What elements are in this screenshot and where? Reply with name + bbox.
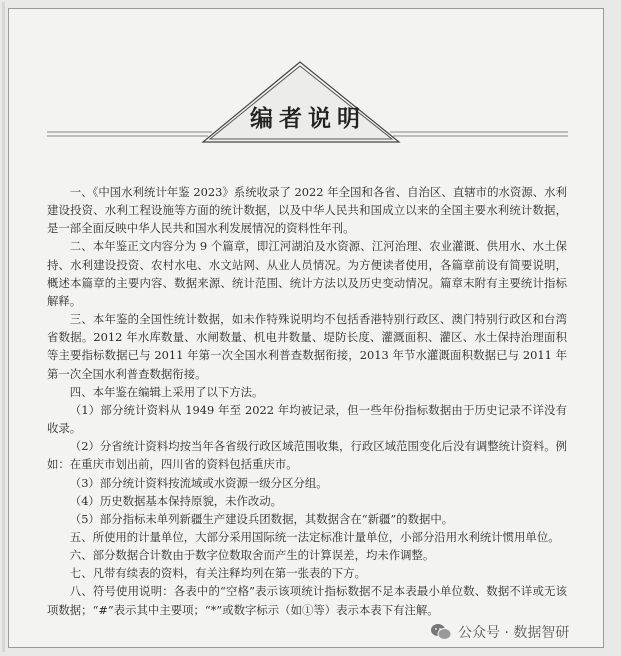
paragraph-5: 五、所使用的计量单位，大部分采用国际统一法定标准计量单位，小部分沿用水利统计惯用单位。	[69, 529, 560, 544]
page-title: 编者说明	[250, 105, 366, 132]
paragraph-4-1: （1）部分统计资料从 1949 年至 2022 年均被记录，但一些年份指标数据由于历史记录不详没有收录。	[47, 402, 567, 436]
wechat-icon	[430, 623, 452, 641]
paragraph-3: 三、本年鉴的全国性统计数据，如未作特殊说明均不包括香港特别行政区、澳门特别行政区和台湾省数据。2012 年水库数量、水闸数量、机电井数量、堤防长度、灌溉面积、灌区、水土保持治理面积等主要指标数据已与 2011 年第一次全国水利普查数据衔接，2013 年节水灌溉面积数据已与 2011 年第一次全国水利普查数据衔接。	[47, 312, 567, 381]
watermark	[430, 622, 569, 642]
paragraph-4: 四、本年鉴在编辑上采用了以下方法。	[69, 384, 264, 399]
paragraph-6: 六、部分数据合计数由于数字位数取舍而产生的计算误差，均未作调整。	[69, 548, 435, 563]
paragraph-4-5: （5）部分指标未单列新疆生产建设兵团数据，其数据含在“新疆”的数据中。	[69, 511, 454, 526]
watermark-text: 公众号 · 数据智研	[458, 625, 570, 641]
paragraph-7: 七、凡带有续表的资料，有关注释均列在第一张表的下方。	[69, 566, 366, 581]
paragraph-8: 八、符号使用说明：各表中的“空格”表示该项统计指标数据不足本表最小单位数、数据不详或无该项数据；“#”表示其中主要项；“*”或数字标示（如①等）表示本表下有注解。	[47, 584, 567, 617]
paragraph-4-2: （2）分省统计资料均按当年各省级行政区域范围收集，行政区域范围变化后没有调整统计资料。例如：在重庆市划出前，四川省的资料包括重庆市。	[47, 439, 567, 472]
paragraph-2: 二、本年鉴正文内容分为 9 个篇章，即江河湖泊及水资源、江河治理、农业灌溉、供用水、水土保持、水利建设投资、农村水电、水文站网、从业人员情况。为方便读者使用，各篇章前设有简要说明，概述本篇章的主要内容、数据来源、统计范围、统计方法以及历史变动情况。篇章末附有主要统计指标解释。	[47, 239, 567, 308]
body-text	[47, 183, 567, 619]
paragraph-4-3: （3）部分统计资料按流域或水资源一级分区分组。	[69, 475, 328, 490]
paragraph-1: 一、《中国水利统计年鉴 2023》系统收录了 2022 年全国和各省、自治区、直辖市的水资源、水利建设投资、水利工程设施等方面的统计数据，以及中华人民共和国成立以来的全国主要水利统计数据，是一部全面反映中华人民共和国水利发展情况的资料性年刊。	[47, 185, 567, 236]
paragraph-4-4: （4）历史数据基本保持原貌，未作改动。	[69, 493, 283, 508]
